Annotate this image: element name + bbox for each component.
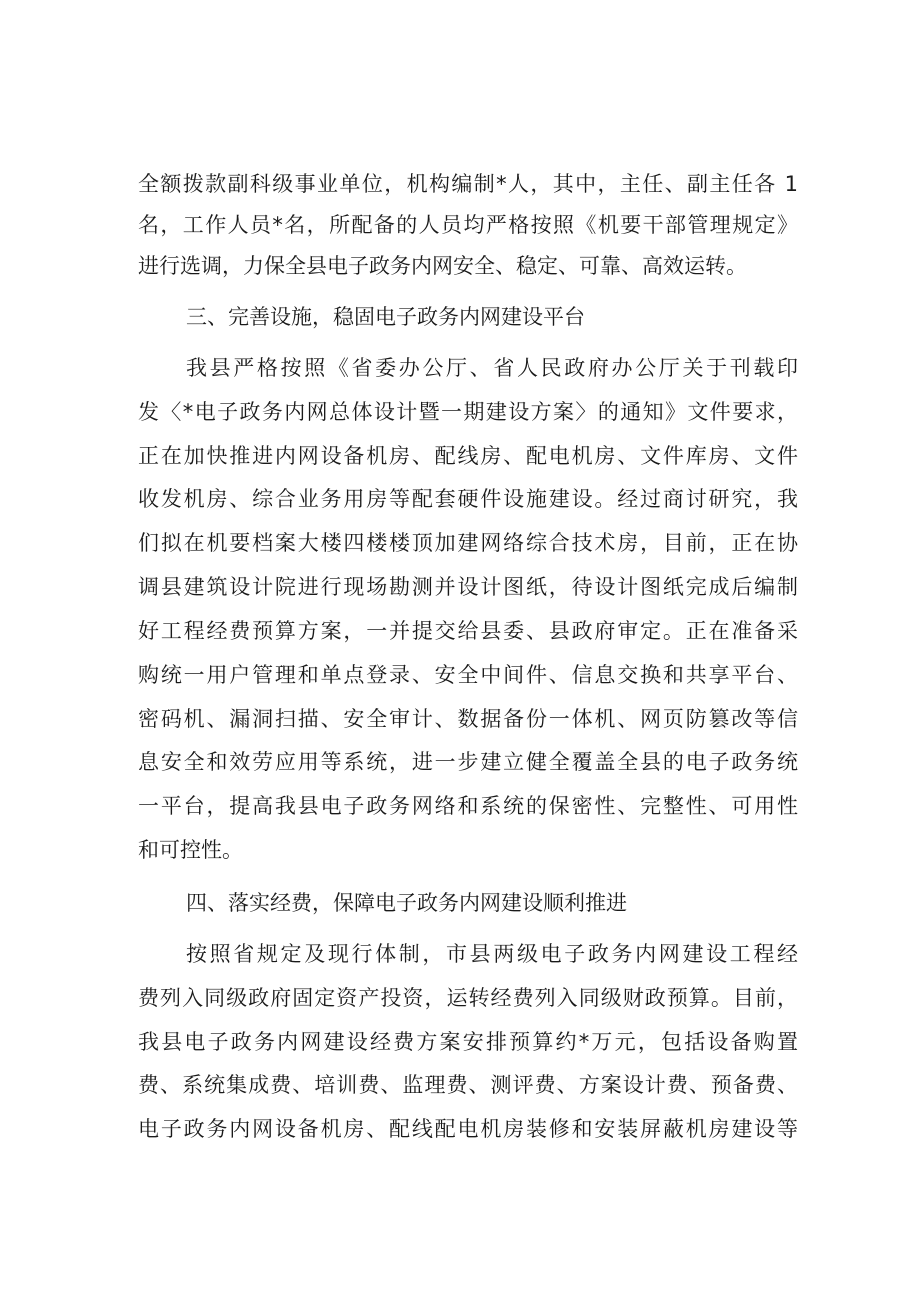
body-text-line: 电子政务内网设备机房、配线配电机房装修和安装屏蔽机房建设等	[138, 1117, 798, 1141]
body-text-line: 发〈*电子政务内网总体设计暨一期建设方案〉的通知》文件要求，	[138, 400, 798, 424]
body-text-line: 一平台，提高我县电子政务网络和系统的保密性、完整性、可用性	[138, 794, 798, 818]
body-text-line: 全额拨款副科级事业单位，机构编制*人，其中，主任、副主任各 1	[138, 172, 798, 196]
body-text-line: 们拟在机要档案大楼四楼楼顶加建网络综合技术房，目前，正在协	[138, 531, 798, 555]
body-text-line: 好工程经费预算方案，一并提交给县委、县政府审定。正在准备采	[138, 619, 798, 643]
body-text-line: 名，工作人员*名，所配备的人员均严格按照《机要干部管理规定》	[138, 213, 798, 237]
body-text-line: 按照省规定及现行体制，市县两级电子政务内网建设工程经	[186, 942, 798, 966]
body-text-line: 调县建筑设计院进行现场勘测并设计图纸，待设计图纸完成后编制	[138, 575, 798, 599]
body-text-line: 费列入同级政府固定资产投资，运转经费列入同级财政预算。目前，	[138, 986, 798, 1010]
body-text-line: 我县严格按照《省委办公厅、省人民政府办公厅关于刊载印	[186, 356, 798, 380]
section-heading-4: 四、落实经费，保障电子政务内网建设顺利推进	[186, 891, 627, 915]
body-text-line: 费、系统集成费、培训费、监理费、测评费、方案设计费、预备费、	[138, 1073, 798, 1097]
body-text-line: 密码机、漏洞扫描、安全审计、数据备份一体机、网页防篡改等信	[138, 707, 798, 731]
body-text-line: 和可控性。	[138, 838, 243, 862]
body-text-line: 我县电子政务内网建设经费方案安排预算约*万元，包括设备购置	[138, 1030, 798, 1054]
body-text-line: 收发机房、综合业务用房等配套硬件设施建设。经过商讨研究，我	[138, 487, 798, 511]
body-text-line: 正在加快推进内网设备机房、配线房、配电机房、文件库房、文件	[138, 444, 798, 468]
body-text-line: 进行选调，力保全县电子政务内网安全、稳定、可靠、高效运转。	[138, 254, 747, 278]
section-heading-3: 三、完善设施，稳固电子政务内网建设平台	[186, 305, 585, 329]
body-text-line: 息安全和效劳应用等系统，进一步建立健全覆盖全县的电子政务统	[138, 750, 798, 774]
body-text-line: 购统一用户管理和单点登录、安全中间件、信息交换和共享平台、	[138, 663, 798, 687]
